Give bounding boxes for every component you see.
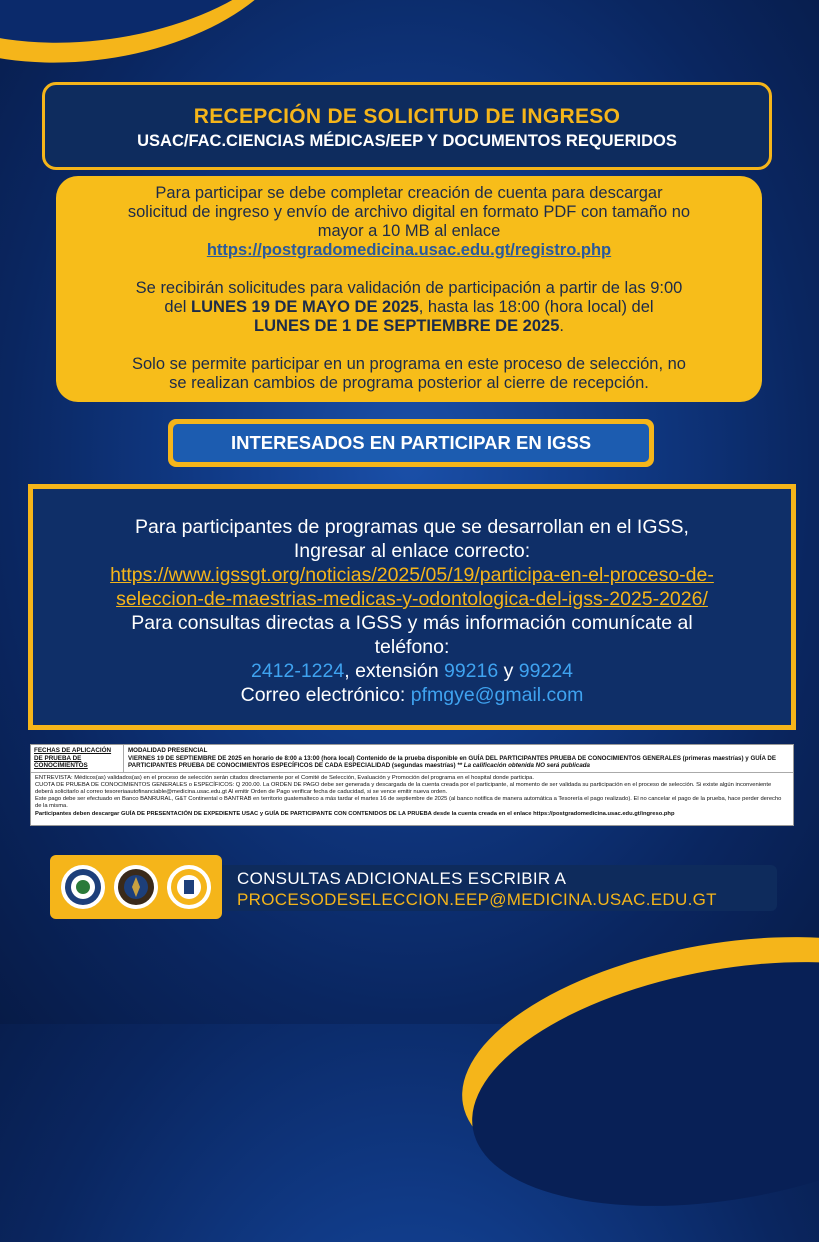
phone-line: 2412-1224, extensión 99216 y 99224 — [250, 660, 574, 682]
exam-note-guides: Participantes deben descargar GUÍA DE PRESENTACIÓN DE EXPEDIENTE USAC y GUÍA DE PARTICIPANTE CON CONTENIDOS DE LA PRUEBA desde la cuenta creada en el enlace https://postgradomedicina.usac.edu.gt/ingreso.php — [35, 810, 675, 817]
igss-text-1: Para participantes de programas que se desarrollan en el IGSS, — [135, 516, 689, 538]
usac-seal-logo — [61, 865, 105, 909]
requirements-panel — [56, 176, 762, 402]
extension-2[interactable]: 99224 — [518, 660, 574, 682]
logo-panel — [50, 855, 222, 919]
exam-date-text: VIERNES 19 DE SEPTIEMBRE DE 2025 en horario de 8:00 a 13:00 (hora local) Contenido de la prueba disponible en GUÍA DEL PARTICIPANTES PRUEBA DE CONOCIMIENTOS GENERALES (primeras maestrías) y GUÍA DE PARTICIPANTES PRUEBA DE CONOCIMIENTOS ESPECÍFICOS DE CADA ESPECIALIDAD (segundas maestrías) — [128, 754, 776, 769]
igss-link-part2[interactable]: seleccion-de-maestrias-medicas-y-odontologica-del-igss-2025-2026/ — [116, 588, 708, 610]
end-date: LUNES DE 1 DE SEPTIEMBRE DE 2025 — [254, 317, 560, 335]
dates-text-3: LUNES DE 1 DE SEPTIEMBRE DE 2025. — [254, 317, 564, 335]
igss-info-panel — [28, 484, 796, 730]
medicine-faculty-seal-logo — [114, 865, 158, 909]
exam-note-payment: Este pago debe ser efectuado en Banco BANRURAL, G&T Continental o BANTRAB en territorio guatemalteco a más tardar el martes 16 de septiembre de 2025 (al banco notifica de manera automática a Tesorería el pago realizado). El no cancelar el pago de la prueba, hace perder derecho de la misma. — [35, 796, 782, 810]
email-line: Correo electrónico: pfmgye@gmail.com — [240, 684, 584, 706]
registration-link[interactable]: https://postgradomedicina.usac.edu.gt/registro.php — [206, 241, 612, 259]
exam-note-interview: ENTREVISTA: Médicos(as) validados(as) en el proceso de selección serán citados directamente por el Comité de Selección, Evaluación y Promoción del programa en el hospital donde participa. — [35, 774, 534, 781]
igss-text-4: teléfono: — [374, 636, 450, 658]
rule-text-2: se realizan cambios de programa posterior al cierre de recepción. — [169, 374, 649, 392]
extension-1[interactable]: 99216 — [443, 660, 499, 682]
igss-text-2: Ingresar al enlace correcto: — [293, 540, 531, 562]
contact-banner — [222, 865, 777, 911]
exam-modality: MODALIDAD PRESENCIAL — [128, 747, 208, 754]
dates-text-1: Se recibirán solicitudes para validación de participación a partir de las 9:00 — [135, 279, 683, 297]
exam-dates-body — [124, 745, 793, 772]
exam-date-note: ** La calificación obtenida NO será publicada — [455, 762, 590, 769]
exam-notes — [31, 773, 793, 820]
start-date: LUNES 19 DE MAYO DE 2025 — [191, 298, 419, 316]
requirements-text-1: Para participar se debe completar creación de cuenta para descargar — [155, 184, 663, 202]
contact-email[interactable]: PROCESODESELECCION.EEP@MEDICINA.USAC.EDU.GT — [237, 890, 717, 909]
page-title: RECEPCIÓN DE SOLICITUD DE INGRESO — [193, 105, 621, 128]
exam-note-fee: CUOTA DE PRUEBA DE CONOCIMIENTOS GENERALES o ESPECÍFICOS: Q 200.00. La ORDEN DE PAGO debe ser generada y descargada de la cuenta creada por el participante, al momento de ser validada su participación en el proceso de selección. Si existe algún inconveniente deberá solicitarlo al correo tesoreriaautofinanciable@medicina.usac.edu.gt Al emitir Orden de Pago verificar fecha de caducidad, si se vence emitir nueva orden. — [35, 781, 772, 795]
igss-link-part1[interactable]: https://www.igssgt.org/noticias/2025/05/19/participa-en-el-proceso-de- — [110, 564, 714, 586]
eep-seal-logo — [167, 865, 211, 909]
igss-button-label: INTERESADOS EN PARTICIPAR EN IGSS — [173, 424, 649, 462]
igss-email-link[interactable]: pfmgye@gmail.com — [410, 684, 584, 706]
rule-text-1: Solo se permite participar en un programa en este proceso de selección, no — [132, 355, 686, 373]
igss-text-3: Para consultas directas a IGSS y más información comunícate al — [131, 612, 693, 634]
exam-dates-table — [30, 744, 794, 826]
igss-button[interactable] — [168, 419, 654, 467]
phone-number[interactable]: 2412-1224 — [250, 660, 345, 682]
exam-dates-label: FECHAS DE APLICACIÓN DE PRUEBA DE CONOCIMIENTOS — [31, 745, 124, 772]
requirements-text-2: solicitud de ingreso y envío de archivo digital en formato PDF con tamaño no — [127, 203, 691, 221]
requirements-text-3: mayor a 10 MB al enlace — [317, 222, 501, 240]
dates-text-2: del LUNES 19 DE MAYO DE 2025, hasta las 18:00 (hora local) del — [164, 298, 654, 316]
header-banner — [42, 82, 772, 170]
contact-label: CONSULTAS ADICIONALES ESCRIBIR A — [237, 869, 567, 888]
page-subtitle: USAC/FAC.CIENCIAS MÉDICAS/EEP Y DOCUMENTOS REQUERIDOS — [137, 132, 677, 150]
